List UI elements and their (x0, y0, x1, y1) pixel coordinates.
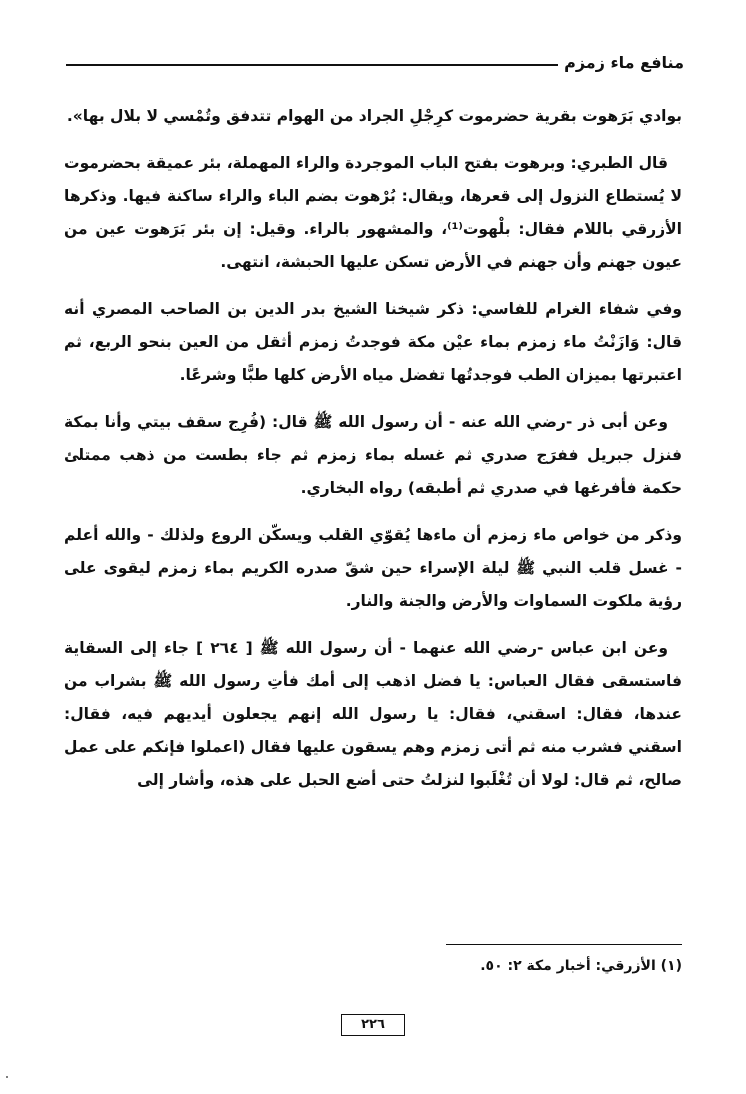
paragraph: بوادي بَرَهوت بقرية حضرموت كرِجْلِ الجراد من الهوام تتدفق وتُمْسي لا بلال بها». (66, 107, 682, 125)
page-number: ٢٢٦ (341, 1014, 405, 1036)
paragraph: وذكر من خواص ماء زمزم أن ماءها يُقوّي القلب ويسكّن الروع ولذلك - والله أعلم - غسل قلب النبي ﷺ ليلة الإسراء حين شقّ صدره الكريم بماء زمزم ليقوى على رؤية ملكوت السماوات والأرض والجنة والنار. (64, 526, 682, 610)
header-rule (66, 64, 558, 66)
paragraph: وفي شفاء الغرام للفاسي: ذكر شيخنا الشيخ بدر الدين بن الصاحب المصري أنه قال: وَازَنْتُ ماء زمزم بماء عيْن مكة فوجدتُ زمزم أثقل من العين بنحو الربع، ثم اعتبرتها بميزان الطب فوجدتُها تفضل مياه الأرض كلها طبًّا وشرعًا. (64, 300, 682, 384)
running-header-title: منافع ماء زمزم (564, 52, 684, 72)
running-header (66, 48, 684, 76)
footnote: (١) الأزرقي: أخبار مكة ٢: ٥٠. (480, 958, 682, 974)
paragraph: قال الطبري: وبرهوت بفتح الباب الموجردة والراء المهملة، بئر عميقة بحضرموت لا يُستطاع النزول إلى قعرها، ويقال: بُرْهوت بضم الباء والراء ساكنة فيها. وذكرها الأزرقي باللام فقال: بلْهوت⁽¹⁾، والمشهور بالراء. وقيل: إن بئر بَرَهوت عين من عيون جهنم وأن جهنم في الأرض تسكن عليها الحبشة، انتهى. (64, 154, 682, 271)
paragraph: وعن أبى ذر -رضي الله عنه - أن رسول الله ﷺ قال: (فُرِج سقف بيتي وأنا بمكة فنزل جبريل ففرَج صدري ثم غسله بماء زمزم ثم جاء بطست من ذهب ممتلئ حكمة فأفرغها في صدري ثم أطبقه) رواه البخاري. (64, 413, 682, 497)
footnote-divider (446, 944, 682, 945)
body-text (64, 100, 682, 811)
paragraph: وعن ابن عباس -رضي الله عنهما - أن رسول الله ﷺ [ ٢٦٤ ] جاء إلى السقاية فاستسقى فقال العباس: يا فضل اذهب إلى أمك فأتِ رسول الله ﷺ بشراب من عندها، فقال: اسقني، فقال: يا رسول الله إنهم يجعلون أيديهم فيه، فقال: اسقني فشرب منه ثم أتى زمزم وهم يسقون عليها فقال (اعملوا فإنكم على عمل صالح، ثم قال: لولا أن تُغْلَبوا لنزلتُ حتى أضع الحبل على هذه، وأشار إلى (64, 639, 682, 789)
scan-speck (6, 1076, 8, 1078)
